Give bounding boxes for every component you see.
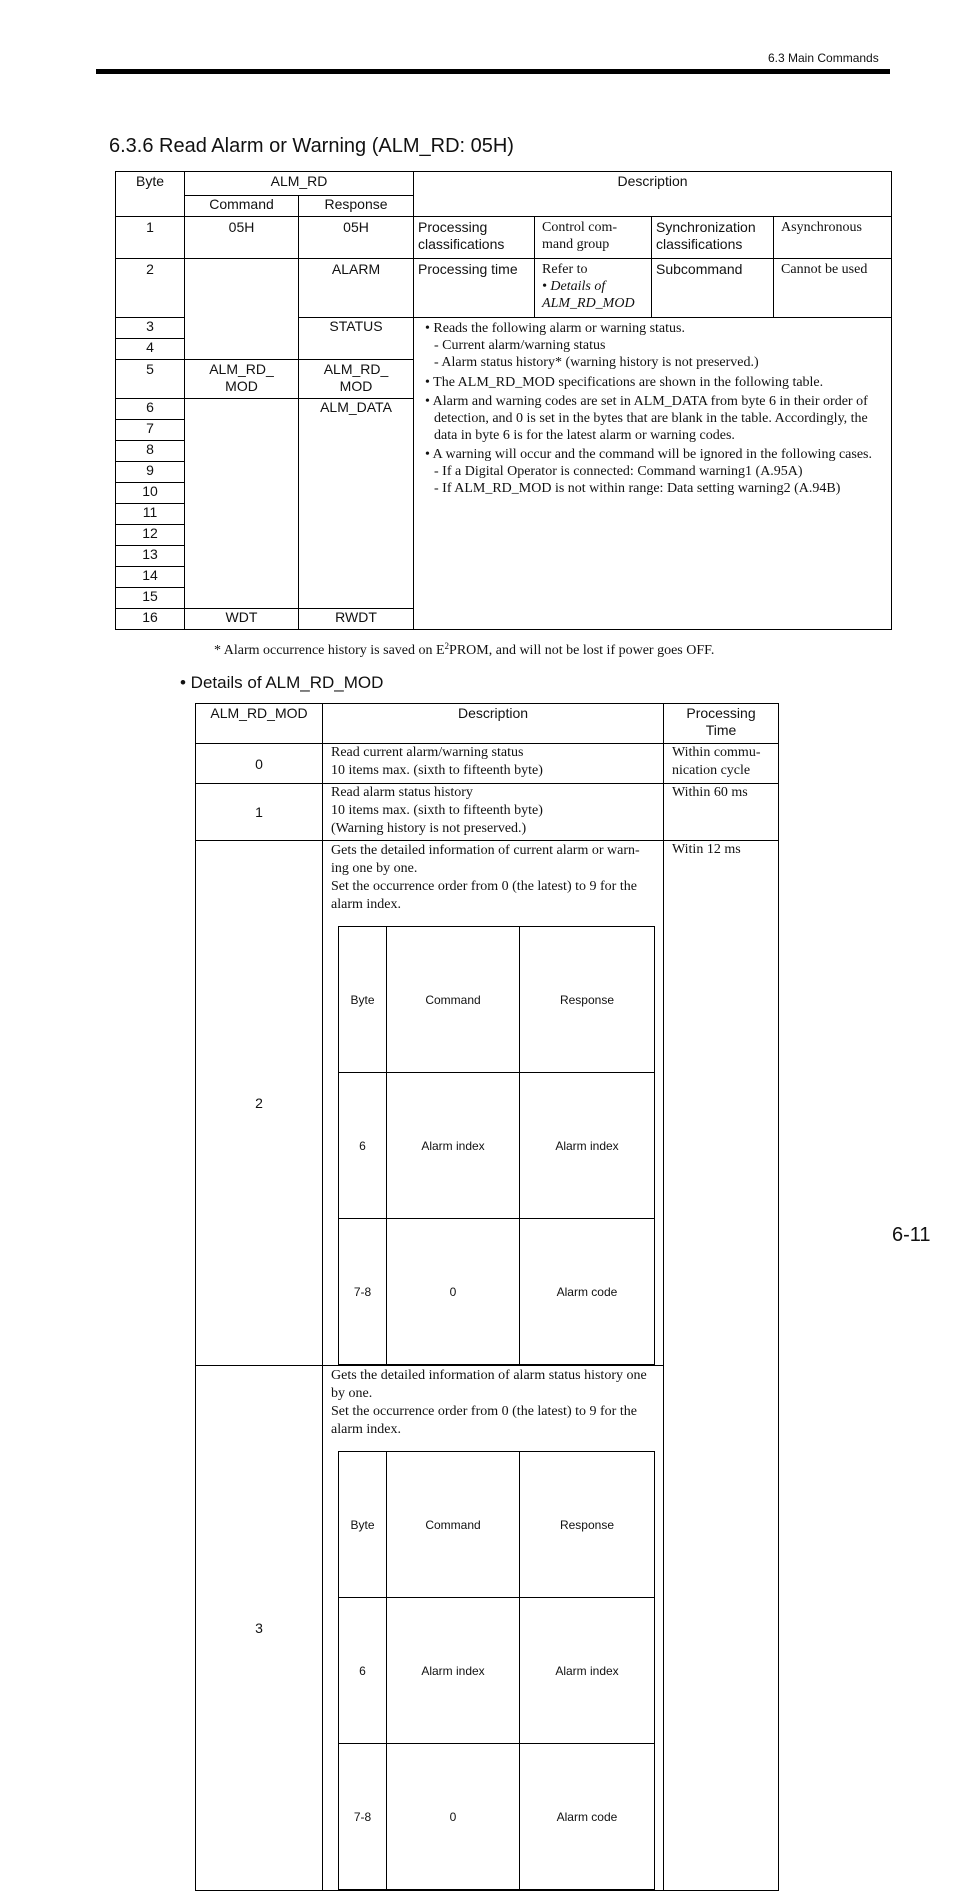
- note-bullet: • Alarm and warning codes are set in ALM_DATA from byte 6 in their order of detection, and 0 is set in the bytes that are blank in the table. Accordingly, the data in byte 6 is for the latest alarm or warning codes.: [425, 394, 868, 443]
- label-line: classifications: [418, 236, 505, 252]
- desc-paragraph: Gets the detailed information of alarm status history one by one.: [331, 1368, 647, 1401]
- subtable-row: [339, 1744, 655, 1890]
- footnote-text: * Alarm occurrence history is saved on E: [214, 643, 445, 658]
- byte-cell: 2: [116, 259, 185, 318]
- byte-cell: 14: [116, 567, 185, 588]
- command-cell-empty: [185, 399, 299, 609]
- time-cell: Within 60 ms: [664, 784, 779, 841]
- value-line: • Details of: [542, 279, 606, 294]
- value-line: Refer to: [542, 262, 588, 277]
- details-heading: • Details of ALM_RD_MOD: [180, 673, 384, 692]
- subtable-response-cell: Alarm index: [520, 1598, 655, 1744]
- byte-cell: 15: [116, 588, 185, 609]
- command-cell: 05H: [185, 217, 299, 259]
- desc-line: Read current alarm/warning status: [331, 745, 524, 760]
- subtable-response-header: Response: [520, 927, 655, 1073]
- mod-cell: 2: [196, 841, 323, 1366]
- value-line: ALM_RD_MOD: [542, 296, 635, 311]
- byte-cell: 7: [116, 420, 185, 441]
- mod-cell: 0: [196, 744, 323, 784]
- subtable-command-header: Command: [387, 927, 520, 1073]
- mod-cell: 1: [196, 784, 323, 841]
- note-subitem: - Alarm status history* (warning history is not preserved.): [434, 355, 759, 370]
- description-cell: [323, 841, 664, 1366]
- processing-classifications-label: [414, 217, 535, 259]
- subtable-row: [339, 1073, 655, 1219]
- subtable-row: [339, 1219, 655, 1365]
- header-rule: [96, 69, 890, 74]
- desc-paragraph: Set the occurrence order from 0 (the latest) to 9 for the alarm index.: [331, 1404, 637, 1437]
- byte-cell: 13: [116, 546, 185, 567]
- byte-cell: 8: [116, 441, 185, 462]
- note-bullet: • Reads the following alarm or warning status.: [425, 321, 685, 336]
- mod-cell: 3: [196, 1366, 323, 1891]
- cell-line: MOD: [225, 378, 258, 394]
- footnote: [214, 643, 714, 659]
- subtable-byte-cell: 7-8: [339, 1744, 387, 1890]
- response-cell: ALM_DATA: [299, 399, 414, 609]
- cell-line: MOD: [339, 378, 373, 394]
- header-line: Time: [705, 722, 737, 738]
- cell-line: ALM_RD_: [323, 361, 389, 377]
- byte-cell: 16: [116, 609, 185, 630]
- subtable-byte-cell: 7-8: [339, 1219, 387, 1365]
- table-row: [196, 841, 779, 1366]
- subtable-header-row: [339, 1452, 655, 1598]
- section-title: 6.3.6 Read Alarm or Warning (ALM_RD: 05H): [109, 135, 514, 157]
- response-cell: [299, 360, 414, 399]
- description-header: Description: [323, 704, 664, 744]
- subtable-command-cell: 0: [387, 1219, 520, 1365]
- command-cell-empty: [185, 259, 299, 360]
- header-row: [116, 172, 892, 196]
- processing-time-header: [664, 704, 779, 744]
- value-line: Control com-: [542, 220, 618, 235]
- footnote-text: PROM, and will not be lost if power goes OFF.: [449, 643, 715, 658]
- running-head: 6.3 Main Commands: [768, 51, 879, 65]
- desc-line: 10 items max. (sixth to fifteenth byte): [331, 803, 543, 818]
- label-line: classifications: [656, 236, 743, 252]
- time-cell: [664, 744, 779, 784]
- time-cell: Witin 12 ms: [664, 841, 779, 1891]
- response-cell: ALARM: [299, 259, 414, 318]
- subtable-response-cell: Alarm code: [520, 1219, 655, 1365]
- description-cell: [323, 784, 664, 841]
- byte-cell: 4: [116, 339, 185, 360]
- subtable-header-row: [339, 927, 655, 1073]
- processing-classifications-value: [535, 217, 652, 259]
- byte-subtable: [338, 1451, 655, 1890]
- byte-cell: 5: [116, 360, 185, 399]
- subtable-row: [339, 1598, 655, 1744]
- mod-header: ALM_RD_MOD: [196, 704, 323, 744]
- subtable-response-header: Response: [520, 1452, 655, 1598]
- response-cell: 05H: [299, 217, 414, 259]
- synchronization-classifications-value: Asynchronous: [774, 217, 892, 259]
- footnote-superscript: 2: [444, 641, 450, 651]
- byte-cell: 9: [116, 462, 185, 483]
- command-cell: WDT: [185, 609, 299, 630]
- alm-rd-command-table: [115, 171, 892, 630]
- page-number: 6-11: [892, 1224, 931, 1246]
- value-line: mand group: [542, 237, 610, 252]
- response-cell: RWDT: [299, 609, 414, 630]
- subtable-response-cell: Alarm code: [520, 1744, 655, 1890]
- processing-time-label: Processing time: [414, 259, 535, 318]
- subcommand-value: Cannot be used: [774, 259, 892, 318]
- desc-line: (Warning history is not preserved.): [331, 821, 527, 836]
- byte-subtable: [338, 926, 655, 1365]
- byte-cell: 3: [116, 318, 185, 339]
- description-header: Description: [414, 172, 892, 217]
- subcommand-label: Subcommand: [652, 259, 774, 318]
- cell-line: ALM_RD_: [209, 361, 274, 377]
- header-line: Processing: [686, 705, 756, 721]
- label-line: Processing: [418, 219, 488, 235]
- header-row: [196, 704, 779, 744]
- byte-cell: 6: [116, 399, 185, 420]
- description-cell: [323, 744, 664, 784]
- subtable-command-cell: Alarm index: [387, 1598, 520, 1744]
- table-row: [196, 784, 779, 841]
- time-line: nication cycle: [672, 763, 751, 778]
- label-line: Synchronization: [656, 219, 756, 235]
- note-bullet: • The ALM_RD_MOD specifications are shown in the following table.: [425, 375, 824, 390]
- command-cell: [185, 360, 299, 399]
- table-row: [116, 259, 892, 318]
- desc-paragraph: Set the occurrence order from 0 (the latest) to 9 for the alarm index.: [331, 879, 637, 912]
- response-header: Response: [299, 196, 414, 217]
- command-header: Command: [185, 196, 299, 217]
- processing-time-value: [535, 259, 652, 318]
- byte-header: Byte: [116, 172, 185, 217]
- description-cell: [323, 1366, 664, 1891]
- note-subitem: - If a Digital Operator is connected: Command warning1 (A.95A): [434, 464, 803, 479]
- description-notes: [414, 318, 892, 630]
- time-line: Within commu-: [672, 745, 761, 760]
- note-subitem: - Current alarm/warning status: [434, 338, 606, 353]
- subtable-byte-cell: 6: [339, 1073, 387, 1219]
- subtable-response-cell: Alarm index: [520, 1073, 655, 1219]
- alm-rd-mod-details-table: [195, 703, 779, 1891]
- desc-paragraph: Gets the detailed information of current alarm or warn-ing one by one.: [331, 843, 640, 876]
- synchronization-classifications-label: [652, 217, 774, 259]
- subtable-command-header: Command: [387, 1452, 520, 1598]
- response-cell: STATUS: [299, 318, 414, 360]
- byte-cell: 10: [116, 483, 185, 504]
- note-bullet: • A warning will occur and the command will be ignored in the following cases.: [425, 447, 872, 462]
- subtable-command-cell: Alarm index: [387, 1073, 520, 1219]
- subtable-byte-cell: 6: [339, 1598, 387, 1744]
- desc-line: 10 items max. (sixth to fifteenth byte): [331, 763, 543, 778]
- subtable-command-cell: 0: [387, 1744, 520, 1890]
- alm-rd-header: ALM_RD: [185, 172, 414, 196]
- subtable-byte-header: Byte: [339, 1452, 387, 1598]
- table-row: [196, 744, 779, 784]
- table-row: [116, 217, 892, 259]
- byte-cell: 11: [116, 504, 185, 525]
- byte-cell: 12: [116, 525, 185, 546]
- byte-cell: 1: [116, 217, 185, 259]
- subtable-byte-header: Byte: [339, 927, 387, 1073]
- desc-line: Read alarm status history: [331, 785, 473, 800]
- note-subitem: - If ALM_RD_MOD is not within range: Data setting warning2 (A.94B): [434, 481, 841, 496]
